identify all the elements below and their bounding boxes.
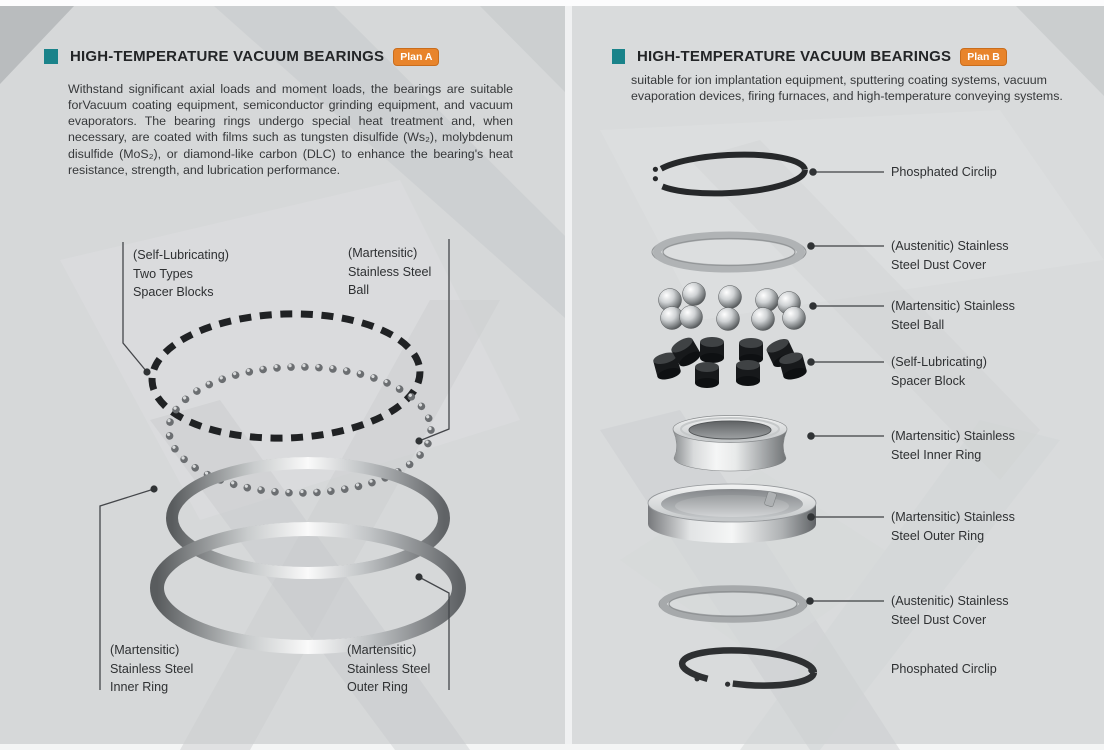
- part-label-line: (Austenitic) Stainless: [891, 594, 1009, 608]
- part-label-line: Spacer Block: [891, 373, 966, 388]
- callout-line: Ball: [348, 283, 369, 298]
- callout-line: Outer Ring: [347, 680, 408, 695]
- part-label-steel-ball: [891, 297, 1096, 334]
- part-label-line: Steel Dust Cover: [891, 257, 987, 272]
- part-label-line: (Martensitic) Stainless: [891, 429, 1015, 443]
- part-label-line: (Martensitic) Stainless: [891, 510, 1015, 524]
- right-panel-title: HIGH-TEMPERATURE VACUUM BEARINGS: [637, 48, 952, 66]
- right-panel-description: suitable for ion implantation equipment, sputtering coating systems, vacuum evaporation devices, firing furnaces, and high-temperature conveying systems.: [631, 73, 1063, 103]
- part-label-spacer-block: [891, 353, 1096, 390]
- callout-line: (Martensitic): [347, 643, 417, 657]
- plan-b-badge: Plan B: [960, 48, 1007, 66]
- callout-outer-ring: [347, 641, 430, 697]
- callout-line: Two Types: [133, 266, 193, 281]
- callout-spacer-blocks: [133, 246, 229, 302]
- part-label-circlip-bottom: [891, 660, 1096, 679]
- part-label-inner-ring: [891, 427, 1096, 464]
- plan-a-badge: Plan A: [393, 48, 439, 66]
- outer-ring-part-graphic: [648, 484, 816, 543]
- callout-line: Spacer Blocks: [133, 285, 214, 300]
- part-label-line: Steel Dust Cover: [891, 612, 987, 627]
- callout-line: (Martensitic): [348, 246, 418, 260]
- part-label-line: (Martensitic) Stainless: [891, 299, 1015, 313]
- part-label-line: Phosphated Circlip: [891, 165, 997, 179]
- inner-ring-part-graphic: [673, 416, 787, 472]
- left-panel-description: Withstand significant axial loads and moment loads, the bearings are suitable forVacuum coating equipment, semiconductor grinding equipment, and vacuum evaporators. The bearing rings undergo special heat treatment and, when necessary, are coated with films such as tungsten disulfide (Ws₂), molybdenum disulfide (MoS₂), or diamond-like carbon (DLC) to enhance the bearing's heat resistance, strength, and lubrication performance.: [68, 82, 513, 177]
- part-label-outer-ring: [891, 508, 1096, 545]
- right-panel-title-row: [612, 48, 1007, 66]
- callout-line: (Self-Lubricating): [133, 248, 229, 262]
- callout-ball: [348, 244, 431, 300]
- callout-inner-ring: [110, 641, 193, 697]
- teal-square-icon: [44, 49, 58, 64]
- part-label-line: (Austenitic) Stainless: [891, 239, 1009, 253]
- part-label-line: Steel Ball: [891, 317, 945, 332]
- callout-line: Stainless Steel: [347, 661, 431, 676]
- part-label-dust-cover-top: [891, 237, 1096, 274]
- callout-line: Stainless Steel: [348, 264, 432, 279]
- teal-square-icon: [612, 49, 625, 64]
- callout-line: Inner Ring: [110, 680, 169, 695]
- part-label-line: Steel Inner Ring: [891, 447, 982, 462]
- part-label-circlip-top: [891, 163, 1096, 182]
- left-panel-title-row: [44, 48, 439, 66]
- callout-line: (Martensitic): [110, 643, 180, 657]
- callout-line: Stainless Steel: [110, 661, 194, 676]
- part-label-line: (Self-Lubricating): [891, 355, 987, 369]
- part-label-line: Steel Outer Ring: [891, 528, 985, 543]
- part-label-line: Phosphated Circlip: [891, 662, 997, 676]
- part-label-dust-cover-bottom: [891, 592, 1096, 629]
- left-panel-title: HIGH-TEMPERATURE VACUUM BEARINGS: [70, 48, 385, 66]
